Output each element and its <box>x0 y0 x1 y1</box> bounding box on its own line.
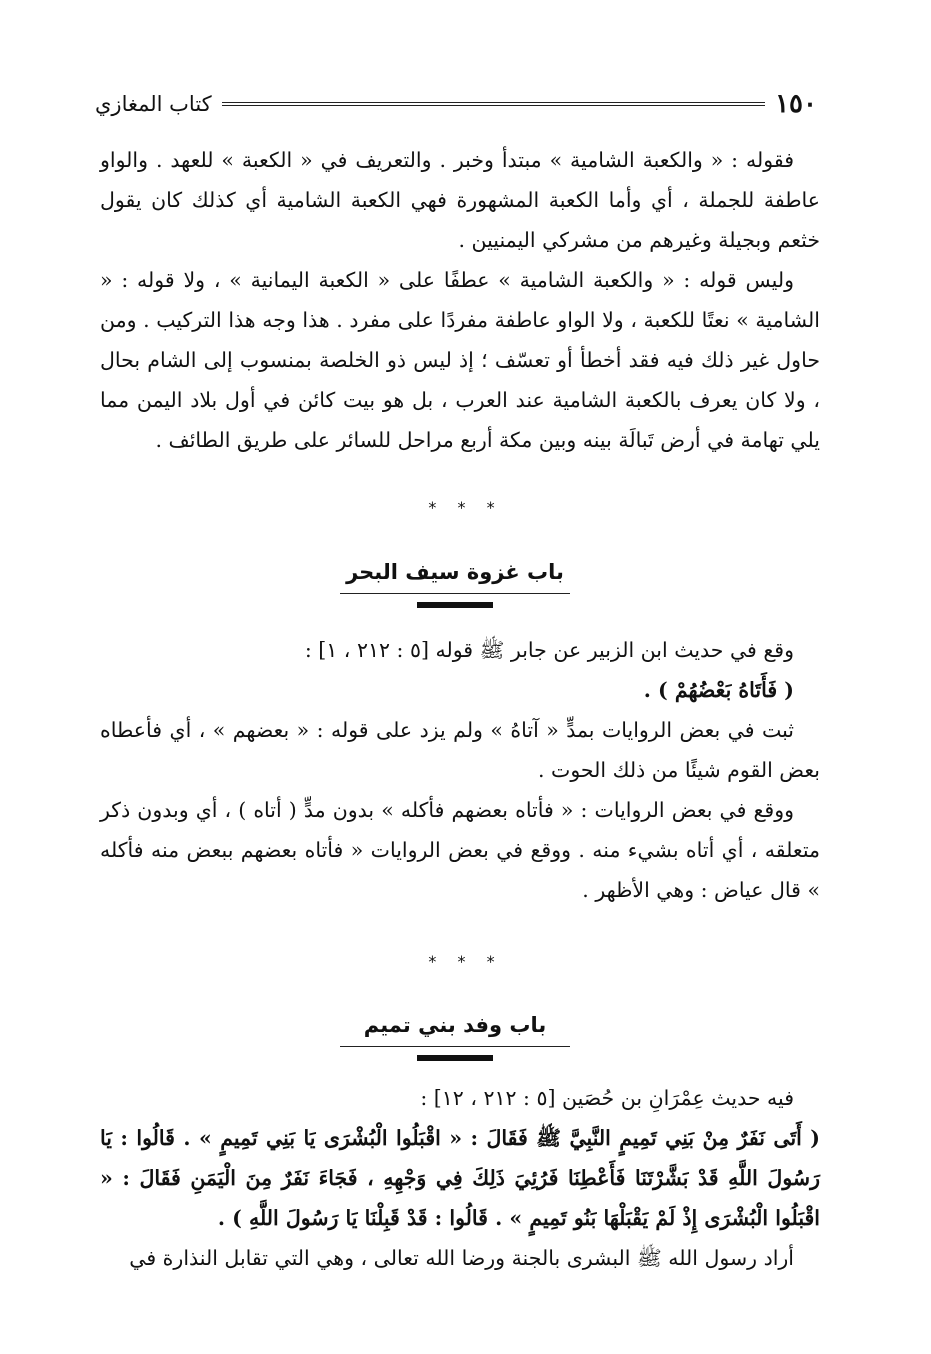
heading-underline <box>340 1046 570 1047</box>
section-intro <box>100 140 820 460</box>
section-heading <box>340 555 570 608</box>
paragraph: ووقع في بعض الروايات : « فأتاه بعضهم فأكله » بدون مدٍّ ( أتاه ) ، أي وبدون ذكر متعلقه ، أي أتاه بشيء منه . ووقع في بعض الروايات « فأتاه بعضهم ببعض منه فأكله » قال عياض : وهي الأظهر . <box>100 798 820 902</box>
paragraph: فقوله : « والكعبة الشامية » مبتدأ وخبر . والتعريف في « الكعبة » للعهد . والواو عاطفة للجملة ، أي وأما الكعبة المشهورة فهي الكعبة الشامية أي كذلك كان يقول خثعم وبجيلة وغيرهم من مشركي اليمنيين . <box>100 148 820 252</box>
page-number: ١٥٠ <box>775 89 817 119</box>
hadith-quote: ( فَأَتَاهُ بَعْضُهُمْ ) . <box>643 678 794 702</box>
heading-text: باب وفد بني تميم <box>363 1013 547 1037</box>
paragraph: ثبت في بعض الروايات بمدٍّ « آتاهُ » ولم يزد على قوله : « بعضهم » ، أي فأعطاه بعض القوم شيئًا من ذلك الحوت . <box>100 718 820 782</box>
header-rule <box>222 102 765 106</box>
separator-stars: * * * <box>428 498 503 517</box>
paragraph: أراد رسول الله ﷺ البشرى بالجنة ورضا الله تعالى ، وهي التي تقابل النذارة في <box>129 1246 794 1270</box>
book-title: كتاب المغازي <box>95 92 212 116</box>
running-header <box>95 84 817 124</box>
hadith-quote: ( أَتَى نَفَرٌ مِنْ بَنِي تَمِيمٍ النَّبِيَّ ﷺ فَقَالَ : « اقْبَلُوا الْبُشْرَى يَا بَنِي تَمِيمٍ » . قَالُوا : يَا رَسُولَ اللَّهِ قَدْ بَشَّرْتَنَا فَأَعْطِنَا فَرُئِيَ ذَلِكَ فِي وَجْهِهِ ، فَجَاءَ نَفَرٌ مِنَ الْيَمَنِ فَقَالَ : « اقْبَلُوا الْبُشْرَى إِذْ لَمْ يَقْبَلْهَا بَنُو تَمِيمٍ » . قَالُوا : قَدْ قَبِلْنَا يَا رَسُولَ اللَّهِ ) . <box>100 1126 820 1230</box>
heading-underline <box>340 593 570 594</box>
hadith-reference: فيه حديث عِمْرَانِ بن حُصَين [٥ : ٢١٢ ، ١٢] : <box>420 1086 794 1110</box>
heading-bar <box>417 1055 493 1061</box>
separator-stars: * * * <box>428 952 503 971</box>
heading-bar <box>417 602 493 608</box>
section-heading <box>340 1008 570 1061</box>
paragraph: وليس قوله : « والكعبة الشامية » عطفًا على « الكعبة اليمانية » ، ولا قوله : « الشامية » نعتًا للكعبة ، ولا الواو عاطفة مفردًا على مفرد . هذا وجه هذا التركيب . ومن حاول غير ذلك فيه فقد أخطأ أو تعسّف ؛ إذ ليس ذو الخلصة بمنسوب إلى الشام بحال ، ولا كان يعرف بالكعبة الشامية عند العرب ، بل هو بيت كائن في أول بلاد اليمن مما يلي تهامة في أرض تَبالَة بينه وبين مكة أربع مراحل للسائر على طريق الطائف . <box>100 268 820 452</box>
hadith-reference: وقع في حديث ابن الزبير عن جابر ﷺ قوله [٥ : ٢١٢ ، ١] : <box>304 638 794 662</box>
section-sayf-al-bahr <box>100 630 820 910</box>
section-wafd-bani-tamim <box>100 1078 820 1278</box>
heading-text: باب غزوة سيف البحر <box>346 560 564 584</box>
